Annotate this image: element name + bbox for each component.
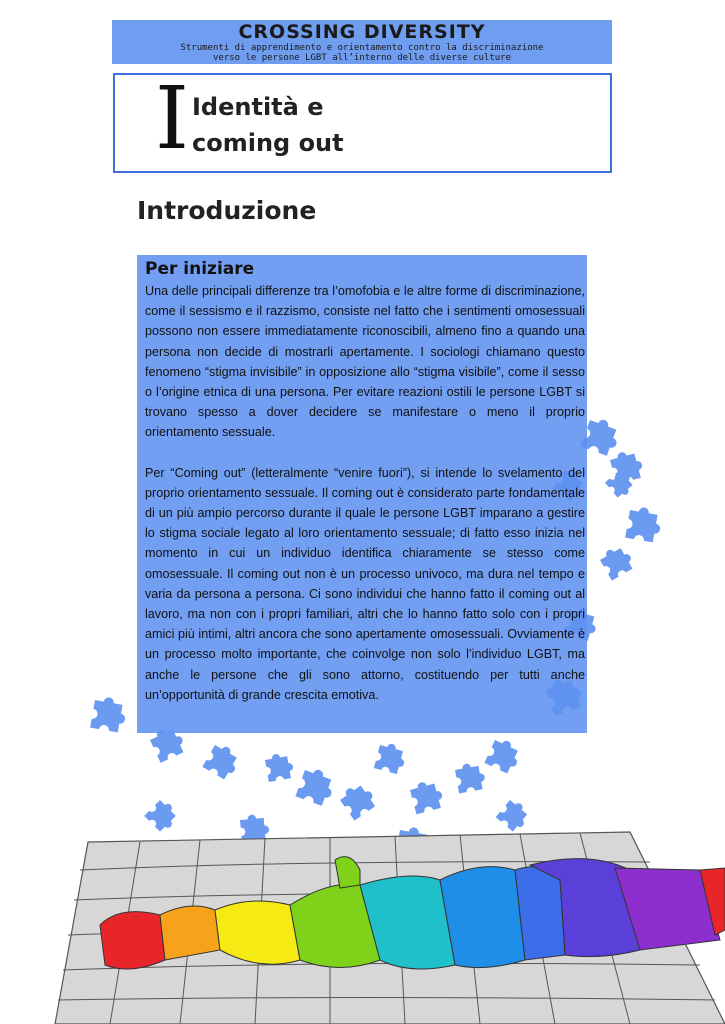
chapter-number: I: [155, 69, 189, 169]
paragraph-stigma: Una delle principali differenze tra l’omofobia e le altre forme di discriminazione, come il sessismo e il razzismo, consiste nel fatto che i sentimenti omosessuali possono non essere immediatamente riconoscibili, almeno fino a quando una persona non decide di mostrarli apertamente. I sociologi chiamano questo fenomeno “stigma invisibile” in opposizione allo “stigma visibile”, come il sesso o l’origine etnica di una persona. Per evitare reazioni ostili le persone LGBT si trovano spesso a dover decidere se manifestare o meno il proprio orientamento sessuale.: [145, 284, 585, 440]
puzzle-board: [55, 832, 725, 1024]
section-title: Introduzione: [137, 196, 317, 225]
map-lightblue: [440, 867, 525, 968]
header-subtitle-line1: Strumenti di apprendimento e orientamento contro la discriminazione: [180, 43, 544, 53]
chapter-title-line1: Identità e: [192, 93, 324, 121]
header-band: [112, 20, 612, 64]
box-title: Per iniziare: [145, 259, 255, 279]
header-title: CROSSING DIVERSITY: [238, 21, 486, 43]
map-orange: [160, 906, 220, 960]
map-red: [100, 912, 165, 969]
header-subtitle-line2: verso le persone LGBT all’interno delle diverse culture: [212, 53, 511, 63]
intro-text-box: [137, 255, 587, 733]
paragraph-coming-out: Per “Coming out” (letteralmente “venire fuori”), si intende lo svelamento del proprio orientamento sessuale. Il coming out è considerato parte fondamentale di un più ampio percorso durante il quale le persone LGBT imparano a gestire lo stigma sociale legato al loro orientamento sessuale; di fatto esso inizia nel momento in cui un individuo identifica chiaramente se stesso come omosessuale. Il coming out non è un processo univoco, ma dura nel tempo e varia da persona a persona. Ci sono individui che hanno fatto il coming out al lavoro, ma non con i propri familiari, altri che lo hanno fatto solo con i propri amici più intimi, altri ancora che sono apertamente omosessuali. Ovviamente è un processo molto importante, che coinvolge non solo l’individuo LGBT, ma anche le persone che gli sono attorno, costituendo per tutti anche un’opportunità di grande crescita emotiva.: [145, 465, 585, 702]
chapter-title: [192, 89, 344, 161]
chapter-box: [113, 69, 612, 173]
chapter-title-line2: coming out: [192, 129, 344, 157]
